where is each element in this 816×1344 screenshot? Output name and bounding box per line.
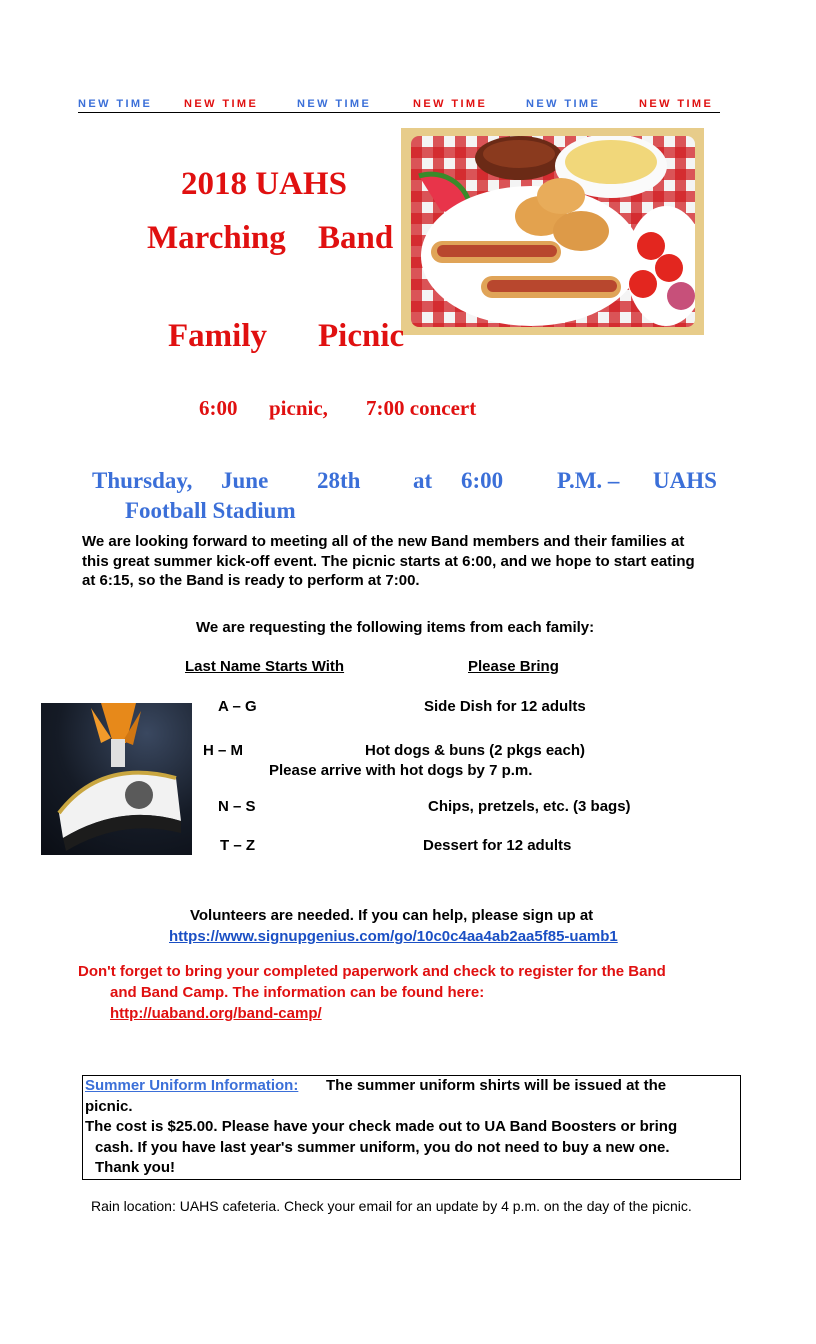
request-heading: We are requesting the following items from each family: <box>196 619 595 636</box>
uniform-heading: Summer Uniform Information: <box>85 1077 299 1094</box>
title-picnic: Picnic <box>318 318 405 354</box>
event-venue-school: UAHS <box>653 468 717 493</box>
concert-time: 7:00 concert <box>366 396 477 420</box>
uniform-line: The cost is $25.00. Please have your check made out to UA Band Boosters or bring <box>85 1118 678 1135</box>
title-year: 2018 UAHS <box>181 166 347 202</box>
volunteers-text: Volunteers are needed. If you can help, please sign up at <box>190 907 594 924</box>
row-item: Hot dogs & buns (2 pkgs each) <box>365 742 586 759</box>
intro-line: We are looking forward to meeting all of the new Band members and their families at <box>82 533 685 550</box>
rain-location-note: Rain location: UAHS cafeteria. Check your email for an update by 4 p.m. on the day of the picnic. <box>91 1198 692 1214</box>
event-date: 28th <box>317 468 361 493</box>
uniform-line: cash. If you have last year's summer uniform, you do not need to buy a new one. <box>95 1139 670 1156</box>
row-note: Please arrive with hot dogs by 7 p.m. <box>269 762 533 779</box>
row-range: T – Z <box>220 837 256 854</box>
event-ampm: P.M. – <box>557 468 620 493</box>
paperwork-line: and Band Camp. The information can be found here: <box>110 984 485 1001</box>
column-header-last-name: Last Name Starts With <box>185 658 345 675</box>
band-camp-link[interactable]: http://uaband.org/band-camp/ <box>110 1005 322 1022</box>
new-time-banner <box>78 98 720 113</box>
new-time-label: NEW TIME <box>297 98 372 110</box>
picnic-food-illustration <box>411 136 695 327</box>
row-range: N – S <box>218 798 256 815</box>
row-range: H – M <box>203 742 244 759</box>
new-time-label: NEW TIME <box>413 98 488 110</box>
picnic-time: 6:00 <box>199 396 238 420</box>
event-day: Thursday, <box>92 468 193 493</box>
uniform-line: Thank you! <box>95 1159 176 1176</box>
event-month: June <box>221 468 269 493</box>
new-time-label: NEW TIME <box>184 98 259 110</box>
band-hat-illustration <box>41 703 192 855</box>
event-time: 6:00 <box>461 468 504 493</box>
event-at: at <box>413 468 433 493</box>
row-item: Chips, pretzels, etc. (3 bags) <box>428 798 631 815</box>
uniform-info-box <box>82 1075 741 1180</box>
event-venue-stadium: Football Stadium <box>125 498 296 523</box>
title-family: Family <box>168 318 267 354</box>
intro-line: this great summer kick-off event. The picnic starts at 6:00, and we hope to start eating <box>82 553 695 570</box>
title-band: Band <box>318 220 394 256</box>
new-time-label: NEW TIME <box>78 98 153 110</box>
band-hat-photo <box>41 703 192 855</box>
row-item: Side Dish for 12 adults <box>424 698 586 715</box>
new-time-label: NEW TIME <box>526 98 601 110</box>
row-item: Dessert for 12 adults <box>423 837 572 854</box>
new-time-label: NEW TIME <box>639 98 714 110</box>
picnic-food-photo <box>401 128 704 335</box>
uniform-line: picnic. <box>85 1098 133 1115</box>
column-header-please-bring: Please Bring <box>468 658 559 675</box>
uniform-line: The summer uniform shirts will be issued at the <box>326 1077 667 1094</box>
signup-link[interactable]: https://www.signupgenius.com/go/10c0c4aa4ab2aa5f85-uamb1 <box>169 928 618 945</box>
title-marching: Marching <box>147 220 286 256</box>
paperwork-line: Don't forget to bring your completed paperwork and check to register for the Band <box>78 963 666 980</box>
picnic-label: picnic, <box>269 396 328 420</box>
intro-line: at 6:15, so the Band is ready to perform at 7:00. <box>82 572 420 589</box>
row-range: A – G <box>218 698 257 715</box>
